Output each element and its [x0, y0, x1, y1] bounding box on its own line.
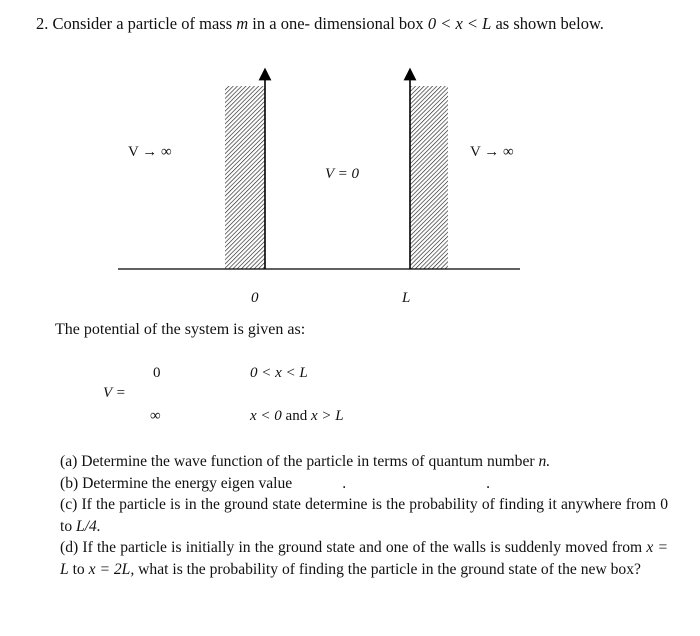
question-prefix: Consider a particle of mass	[52, 14, 233, 33]
case2-condition-b: x > L	[310, 408, 344, 424]
case2-value: ∞	[150, 408, 161, 424]
axis-end-label: L	[402, 290, 411, 306]
question-number: 2.	[36, 14, 49, 33]
left-wall	[225, 86, 265, 269]
question-parts	[60, 451, 668, 580]
part-c	[60, 494, 668, 537]
system-intro: The potential of the system is given as:	[55, 321, 306, 338]
potential-well-figure	[0, 60, 700, 320]
case2-condition	[250, 408, 344, 425]
left-potential-label: V → ∞	[128, 144, 172, 160]
box-range: 0 < x < L	[427, 14, 492, 33]
part-d-eq-1: x = L	[60, 539, 668, 578]
part-c-text: (c) If the particle is in the ground state determine is the probability of finding it anywhere from 0 to	[60, 496, 668, 535]
axis-origin-label: 0	[251, 290, 259, 306]
part-b-dot-2: .	[486, 474, 491, 492]
part-b-dot-1: .	[342, 474, 347, 492]
part-d	[60, 537, 668, 580]
mass-symbol: m	[236, 14, 249, 33]
part-a	[60, 451, 668, 473]
inside-potential-label: V = 0	[325, 166, 360, 182]
part-b	[60, 473, 668, 495]
potential-lhs: V =	[103, 385, 126, 401]
case1-condition: 0 < x < L	[250, 365, 308, 381]
part-a-text: (a) Determine the wave function of the particle in terms of quantum number	[60, 453, 535, 470]
case2-condition-a: x < 0	[250, 408, 282, 424]
case2-condition-join: and	[285, 408, 308, 424]
part-d-text-1: (d) If the particle is initially in the ground state and one of the walls is suddenly moved from	[60, 539, 643, 556]
question-middle: in a one- dimensional box	[252, 14, 424, 33]
part-a-symbol: n.	[538, 453, 551, 470]
right-wall	[410, 86, 448, 269]
right-potential-label: V → ∞	[470, 144, 514, 160]
part-b-text: (b) Determine the energy eigen value	[60, 474, 293, 492]
question-title	[36, 14, 604, 34]
part-d-to: to	[72, 560, 85, 578]
part-d-eq-2: x = 2L,	[88, 560, 135, 578]
part-c-symbol: L/4.	[76, 517, 101, 535]
case1-value: 0	[153, 365, 161, 381]
potential-well-diagram	[0, 60, 700, 320]
part-d-text-2: what is the probability of finding the particle in the ground state of the new box?	[138, 560, 641, 578]
question-suffix: as shown below.	[495, 14, 604, 33]
